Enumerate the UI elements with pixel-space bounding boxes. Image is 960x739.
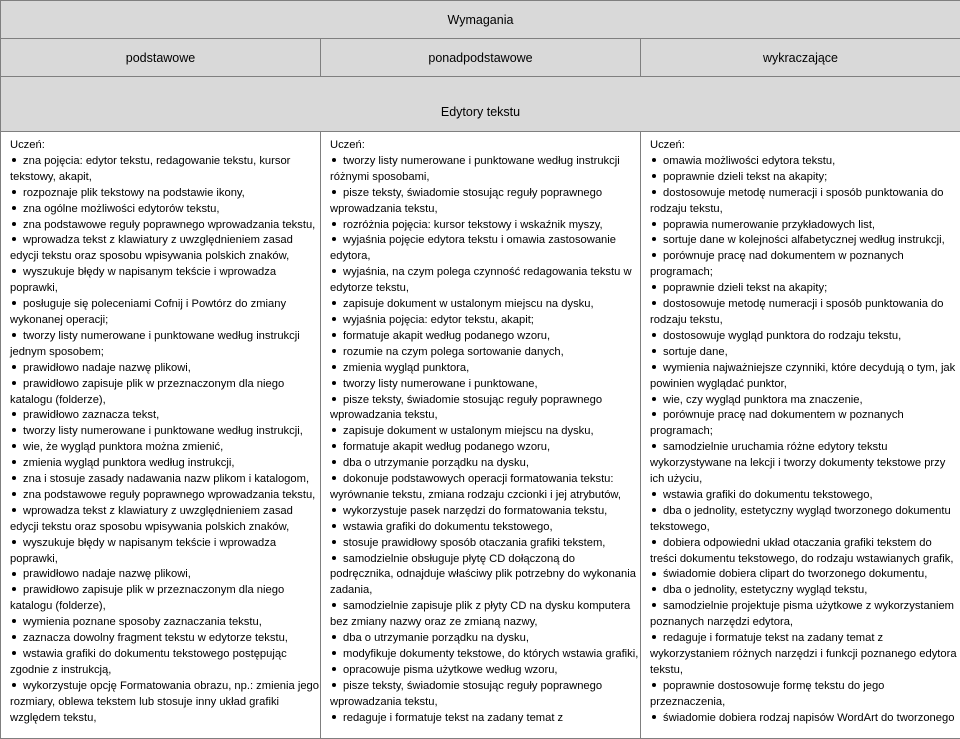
column-lead: Uczeń: xyxy=(10,138,320,154)
requirement-text: zna pojęcia: edytor tekstu, redagowanie tekstu, kursor tekstowy, akapit, xyxy=(10,155,290,183)
requirement-text: dostosowuje metodę numeracji i sposób punktowania do rodzaju tekstu, xyxy=(650,298,943,326)
bullet-icon xyxy=(650,504,663,520)
requirement-item xyxy=(650,281,960,297)
requirement-text: modyfikuje dokumenty tekstowe, do których wstawia grafiki, xyxy=(343,648,638,660)
requirement-text: samodzielnie uruchamia różne edytory tekstu wykorzystywane na lekcji i tworzy dokumenty tekstowe przy ich użyciu, xyxy=(650,441,945,485)
requirement-item xyxy=(10,408,320,424)
bullet-icon xyxy=(330,393,343,409)
bullet-icon xyxy=(10,615,23,631)
requirement-item xyxy=(650,583,960,599)
bullet-icon xyxy=(330,536,343,552)
requirement-item xyxy=(10,154,320,186)
requirement-text: zna podstawowe reguły poprawnego wprowadzania tekstu, xyxy=(23,489,315,501)
bullet-icon xyxy=(10,265,23,281)
requirement-item xyxy=(650,233,960,249)
requirement-text: opracowuje pisma użytkowe według wzoru, xyxy=(343,664,558,676)
bullet-icon xyxy=(650,249,663,265)
bullet-icon xyxy=(330,297,343,313)
requirement-text: wprowadza tekst z klawiatury z uwzględnieniem zasad edycji tekstu oraz sposobu wpisywania polskich znaków, xyxy=(10,234,293,262)
requirement-text: pisze teksty, świadomie stosując reguły poprawnego wprowadzania tekstu, xyxy=(330,394,602,422)
requirement-item xyxy=(10,233,320,265)
bullet-icon xyxy=(330,265,343,281)
bullet-icon xyxy=(330,679,343,695)
bullet-icon xyxy=(650,599,663,615)
bullet-icon xyxy=(650,679,663,695)
bullet-icon xyxy=(10,440,23,456)
table-title: Wymagania xyxy=(1,1,960,39)
requirement-text: dba o jednolity, estetyczny wygląd tworzonego dokumentu tekstowego, xyxy=(650,505,951,533)
requirement-item xyxy=(650,408,960,440)
requirement-text: wstawia grafiki do dokumentu tekstowego, xyxy=(663,489,873,501)
section-row xyxy=(1,93,960,132)
bullet-icon xyxy=(650,488,663,504)
level-basic: podstawowe xyxy=(1,39,321,77)
requirement-text: wie, że wygląd punktora można zmienić, xyxy=(23,441,223,453)
bullet-icon xyxy=(330,329,343,345)
requirement-item xyxy=(10,218,320,234)
requirement-item xyxy=(650,599,960,631)
requirement-text: dba o utrzymanie porządku na dysku, xyxy=(343,457,529,469)
requirement-text: formatuje akapit według podanego wzoru, xyxy=(343,441,550,453)
bullet-icon xyxy=(650,281,663,297)
requirement-text: dostosowuje metodę numeracji i sposób punktowania do rodzaju tekstu, xyxy=(650,187,943,215)
bullet-icon xyxy=(650,567,663,583)
requirement-text: tworzy listy numerowane i punktowane, xyxy=(343,378,538,390)
bullet-icon xyxy=(10,583,23,599)
requirement-item xyxy=(330,711,640,727)
requirement-text: samodzielnie projektuje pisma użytkowe z wykorzystaniem poznanych narzędzi edytora, xyxy=(650,600,954,628)
requirement-item xyxy=(650,679,960,711)
requirement-item xyxy=(650,631,960,679)
requirement-text: poprawia numerowanie przykładowych list, xyxy=(663,219,875,231)
bullet-icon xyxy=(330,520,343,536)
requirement-text: wymienia poznane sposoby zaznaczania tekstu, xyxy=(23,616,262,628)
requirement-text: omawia możliwości edytora tekstu, xyxy=(663,155,835,167)
requirement-text: wyjaśnia, na czym polega czynność redagowania tekstu w edytorze tekstu, xyxy=(330,266,632,294)
requirement-text: zna podstawowe reguły poprawnego wprowadzania tekstu, xyxy=(23,219,315,231)
requirement-text: prawidłowo zapisuje plik w przeznaczonym dla niego katalogu (folderze), xyxy=(10,378,284,406)
bullet-icon xyxy=(330,504,343,520)
requirement-item xyxy=(330,393,640,425)
requirement-item xyxy=(10,504,320,536)
bullet-icon xyxy=(330,186,343,202)
requirement-text: tworzy listy numerowane i punktowane według instrukcji jednym sposobem; xyxy=(10,330,300,358)
bullet-icon xyxy=(650,218,663,234)
requirement-item xyxy=(10,202,320,218)
requirement-text: prawidłowo zaznacza tekst, xyxy=(23,409,159,421)
requirement-item xyxy=(330,424,640,440)
bullet-icon xyxy=(330,599,343,615)
requirement-item xyxy=(330,631,640,647)
bullet-icon xyxy=(330,647,343,663)
requirement-text: prawidłowo nadaje nazwę plikowi, xyxy=(23,568,191,580)
level-extended: ponadpodstawowe xyxy=(321,39,641,77)
bullet-icon xyxy=(330,218,343,234)
requirement-item xyxy=(330,599,640,631)
requirement-text: prawidłowo nadaje nazwę plikowi, xyxy=(23,362,191,374)
requirement-item xyxy=(330,361,640,377)
bullet-icon xyxy=(10,233,23,249)
bullet-icon xyxy=(10,456,23,472)
column-basic xyxy=(1,132,321,739)
bullet-icon xyxy=(330,424,343,440)
requirement-text: wykorzystuje opcję Formatowania obrazu, np.: zmienia jego rozmiary, oblewa tekstem lub stosuje inny układ grafiki względem tekstu, xyxy=(10,680,319,724)
requirement-item xyxy=(10,647,320,679)
requirement-text: poprawnie dostosowuje formę tekstu do jego przeznaczenia, xyxy=(650,680,884,708)
requirement-text: wyszukuje błędy w napisanym tekście i wprowadza poprawki, xyxy=(10,537,276,565)
requirement-item xyxy=(10,424,320,440)
requirement-text: porównuje pracę nad dokumentem w poznanych programach; xyxy=(650,250,904,278)
requirement-text: formatuje akapit według podanego wzoru, xyxy=(343,330,550,342)
requirement-item xyxy=(650,329,960,345)
bullet-icon xyxy=(330,456,343,472)
requirement-text: redaguje i formatuje tekst na zadany temat z xyxy=(343,712,563,724)
requirement-item xyxy=(650,249,960,281)
content-row xyxy=(1,132,960,739)
bullet-icon xyxy=(330,233,343,249)
requirement-item xyxy=(650,393,960,409)
requirement-text: rozpoznaje plik tekstowy na podstawie ikony, xyxy=(23,187,245,199)
requirement-item xyxy=(330,647,640,663)
requirement-item xyxy=(10,583,320,615)
bullet-icon xyxy=(650,329,663,345)
requirement-item xyxy=(650,488,960,504)
requirement-item xyxy=(330,456,640,472)
bullet-icon xyxy=(330,313,343,329)
level-advanced: wykraczające xyxy=(641,39,960,77)
requirement-text: dba o jednolity, estetyczny wygląd tekstu, xyxy=(663,584,867,596)
requirement-item xyxy=(10,472,320,488)
requirement-text: wyszukuje błędy w napisanym tekście i wprowadza poprawki, xyxy=(10,266,276,294)
requirement-text: zmienia wygląd punktora, xyxy=(343,362,469,374)
requirement-item xyxy=(330,679,640,711)
column-extended xyxy=(321,132,641,739)
column-lead: Uczeń: xyxy=(330,138,640,154)
bullet-icon xyxy=(10,186,23,202)
requirement-text: dba o utrzymanie porządku na dysku, xyxy=(343,632,529,644)
requirement-item xyxy=(330,536,640,552)
requirement-text: zapisuje dokument w ustalonym miejscu na dysku, xyxy=(343,425,594,437)
requirement-item xyxy=(330,154,640,186)
bullet-icon xyxy=(330,154,343,170)
bullet-icon xyxy=(330,377,343,393)
requirement-item xyxy=(330,504,640,520)
bullet-icon xyxy=(10,329,23,345)
bullet-icon xyxy=(650,583,663,599)
bullet-icon xyxy=(10,488,23,504)
requirement-item xyxy=(330,297,640,313)
requirement-item xyxy=(10,536,320,568)
requirement-text: wie, czy wygląd punktora ma znaczenie, xyxy=(663,394,863,406)
requirement-item xyxy=(10,265,320,297)
bullet-icon xyxy=(330,631,343,647)
bullet-icon xyxy=(650,536,663,552)
requirement-item xyxy=(330,218,640,234)
bullet-icon xyxy=(650,170,663,186)
requirement-text: wprowadza tekst z klawiatury z uwzględnieniem zasad edycji tekstu oraz sposobu wpisywania polskich znaków, xyxy=(10,505,293,533)
requirement-text: zna i stosuje zasady nadawania nazw plikom i katalogom, xyxy=(23,473,309,485)
requirement-item xyxy=(330,186,640,218)
requirement-item xyxy=(330,520,640,536)
requirement-text: sortuje dane w kolejności alfabetycznej według instrukcji, xyxy=(663,234,945,246)
bullet-icon xyxy=(330,711,343,727)
requirement-item xyxy=(10,377,320,409)
requirement-item xyxy=(650,154,960,170)
bullet-icon xyxy=(650,297,663,313)
requirement-text: dobiera odpowiedni układ otaczania grafiki tekstem do treści dokumentu tekstowego, do rodzaju wstawianych grafik, xyxy=(650,537,953,565)
bullet-icon xyxy=(10,631,23,647)
requirement-item xyxy=(10,615,320,631)
bullet-icon xyxy=(330,472,343,488)
requirement-item xyxy=(650,345,960,361)
requirement-item xyxy=(10,329,320,361)
requirement-text: wstawia grafiki do dokumentu tekstowego, xyxy=(343,521,553,533)
requirement-text: zna ogólne możliwości edytorów tekstu, xyxy=(23,203,220,215)
requirement-item xyxy=(650,536,960,568)
bullet-icon xyxy=(650,154,663,170)
bullet-icon xyxy=(10,647,23,663)
requirement-text: redaguje i formatuje tekst na zadany temat z wykorzystaniem różnych narzędzi i funkcji poznanego edytora tekstu, xyxy=(650,632,957,676)
requirement-item xyxy=(650,711,960,727)
requirement-item xyxy=(330,377,640,393)
requirement-item xyxy=(330,233,640,265)
requirement-item xyxy=(650,170,960,186)
requirement-item xyxy=(10,488,320,504)
requirement-text: wstawia grafiki do dokumentu tekstowego postępując zgodnie z instrukcją, xyxy=(10,648,287,676)
bullet-icon xyxy=(10,202,23,218)
bullet-icon xyxy=(330,552,343,568)
requirement-text: dostosowuje wygląd punktora do rodzaju tekstu, xyxy=(663,330,901,342)
bullet-icon xyxy=(10,504,23,520)
requirement-item xyxy=(650,218,960,234)
requirement-text: samodzielnie obsługuje płytę CD dołączoną do podręcznika, odnajduje właściwy plik potrzebny do wykonania zadania, xyxy=(330,553,636,597)
requirement-text: rozumie na czym polega sortowanie danych, xyxy=(343,346,564,358)
bullet-icon xyxy=(330,361,343,377)
requirement-text: wyjaśnia pojęcie edytora tekstu i omawia zastosowanie edytora, xyxy=(330,234,616,262)
requirement-text: zapisuje dokument w ustalonym miejscu na dysku, xyxy=(343,298,594,310)
column-lead: Uczeń: xyxy=(650,138,960,154)
requirement-item xyxy=(650,186,960,218)
requirement-item xyxy=(330,472,640,504)
title-row xyxy=(1,1,960,39)
requirement-text: stosuje prawidłowy sposób otaczania grafiki tekstem, xyxy=(343,537,605,549)
requirement-text: wyjaśnia pojęcia: edytor tekstu, akapit; xyxy=(343,314,534,326)
requirement-text: porównuje pracę nad dokumentem w poznanych programach; xyxy=(650,409,904,437)
bullet-icon xyxy=(650,186,663,202)
bullet-icon xyxy=(330,345,343,361)
bullet-icon xyxy=(10,154,23,170)
requirement-item xyxy=(10,631,320,647)
requirement-item xyxy=(10,567,320,583)
requirement-text: świadomie dobiera rodzaj napisów WordArt do tworzonego xyxy=(663,712,954,724)
requirement-list xyxy=(330,154,640,727)
bullet-icon xyxy=(10,408,23,424)
bullet-icon xyxy=(650,440,663,456)
requirement-text: wykorzystuje pasek narzędzi do formatowania tekstu, xyxy=(343,505,607,517)
requirement-text: wymienia najważniejsze czynniki, które decydują o tym, jak powinien wyglądać punktor, xyxy=(650,362,955,390)
requirement-item xyxy=(650,567,960,583)
requirement-item xyxy=(650,361,960,393)
requirement-text: świadomie dobiera clipart do tworzonego dokumentu, xyxy=(663,568,927,580)
requirement-item xyxy=(10,297,320,329)
requirement-item xyxy=(10,440,320,456)
requirement-text: posługuje się poleceniami Cofnij i Powtórz do zmiany wykonanej operacji; xyxy=(10,298,286,326)
requirement-text: zmienia wygląd punktora według instrukcji, xyxy=(23,457,234,469)
requirement-text: pisze teksty, świadomie stosując reguły poprawnego wprowadzania tekstu, xyxy=(330,680,602,708)
requirement-item xyxy=(330,663,640,679)
requirement-text: rozróżnia pojęcia: kursor tekstowy i wskaźnik myszy, xyxy=(343,219,603,231)
requirement-text: poprawnie dzieli tekst na akapity; xyxy=(663,171,827,183)
requirement-item xyxy=(650,504,960,536)
bullet-icon xyxy=(650,631,663,647)
requirement-text: prawidłowo zapisuje plik w przeznaczonym dla niego katalogu (folderze), xyxy=(10,584,284,612)
bullet-icon xyxy=(10,472,23,488)
requirement-list xyxy=(650,154,960,727)
requirement-item xyxy=(330,345,640,361)
requirement-text: dokonuje podstawowych operacji formatowania tekstu: wyrównanie tekstu, zmiana rodzaju czcionki i jej atrybutów, xyxy=(330,473,621,501)
requirement-item xyxy=(10,361,320,377)
requirement-text: tworzy listy numerowane i punktowane według instrukcji, xyxy=(23,425,303,437)
requirement-item xyxy=(330,313,640,329)
bullet-icon xyxy=(650,711,663,727)
requirement-text: poprawnie dzieli tekst na akapity; xyxy=(663,282,827,294)
bullet-icon xyxy=(650,233,663,249)
requirement-item xyxy=(330,265,640,297)
requirement-item xyxy=(10,186,320,202)
bullet-icon xyxy=(330,663,343,679)
requirement-item xyxy=(650,297,960,329)
spacer-row xyxy=(1,77,960,94)
bullet-icon xyxy=(330,440,343,456)
bullet-icon xyxy=(10,536,23,552)
requirement-item xyxy=(10,679,320,727)
requirement-item xyxy=(330,440,640,456)
requirement-item xyxy=(330,552,640,600)
bullet-icon xyxy=(650,408,663,424)
requirement-text: zaznacza dowolny fragment tekstu w edytorze tekstu, xyxy=(23,632,288,644)
requirement-list xyxy=(10,154,320,727)
bullet-icon xyxy=(650,393,663,409)
requirement-item xyxy=(330,329,640,345)
bullet-icon xyxy=(650,361,663,377)
requirement-text: pisze teksty, świadomie stosując reguły poprawnego wprowadzania tekstu, xyxy=(330,187,602,215)
requirement-text: tworzy listy numerowane i punktowane według instrukcji różnymi sposobami, xyxy=(330,155,620,183)
bullet-icon xyxy=(10,424,23,440)
levels-row xyxy=(1,39,960,77)
bullet-icon xyxy=(10,361,23,377)
bullet-icon xyxy=(10,377,23,393)
requirement-item xyxy=(10,456,320,472)
bullet-icon xyxy=(10,218,23,234)
requirement-text: samodzielnie zapisuje plik z płyty CD na dysku komputera bez zmiany nazwy oraz ze zmianą nazwy, xyxy=(330,600,630,628)
column-advanced xyxy=(641,132,960,739)
bullet-icon xyxy=(650,345,663,361)
section-title: Edytory tekstu xyxy=(1,93,960,132)
bullet-icon xyxy=(10,567,23,583)
requirement-text: sortuje dane, xyxy=(663,346,728,358)
bullet-icon xyxy=(10,679,23,695)
bullet-icon xyxy=(10,297,23,313)
requirement-item xyxy=(650,440,960,488)
